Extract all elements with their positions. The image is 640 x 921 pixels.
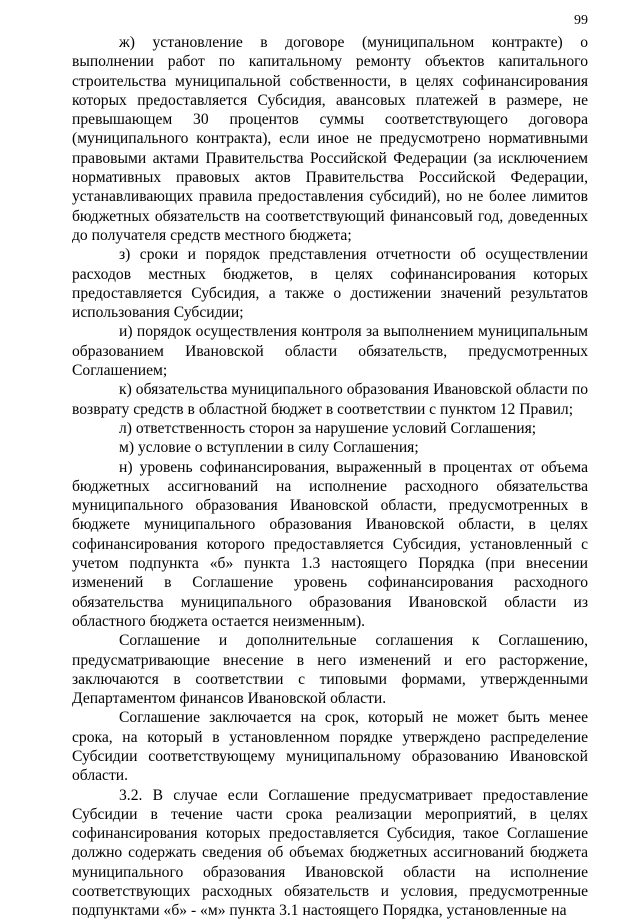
- paragraph-agreement-forms: Соглашение и дополнительные соглашения к Соглашению, предусматривающие внесение в него изменений и его расторжение, заключаются в соответствии с типовыми формами, утвержденными Департаментом финансов Ивановской области.: [72, 632, 588, 708]
- paragraph-agreement-term: Соглашение заключается на срок, который не может быть менее срока, на который в установленном порядке утверждено распределение Субсидии соответствующему муниципальному образованию Ивановской области.: [72, 709, 588, 785]
- paragraph-section-3-2: 3.2. В случае если Соглашение предусматривает предоставление Субсидии в течение части срока реализации мероприятий, в целях софинансирования которых предоставляется Субсидия, такое Соглашение должно содержать сведения об объемах бюджетных ассигнований бюджета муниципального образования Ивановской области на исполнение соответствующих расходных обязательств и условия, предусмотренные подпунктами «б» - «м» пункта 3.1 настоящего Порядка, установленные на: [72, 786, 588, 920]
- paragraph-m: м) условие о вступлении в силу Соглашения;: [119, 439, 419, 457]
- paragraph-zh: ж) установление в договоре (муниципальном контракте) о выполнении работ по капитальному ремонту объектов капитального строительства муниципальной собственности, в целях софинансирования которых предоставляется Субсидия, авансовых платежей в размере, не превышающем 30 процентов суммы соответствующего договора (муниципального контракта), если иное не предусмотрено нормативными правовыми актами Правительства Российской Федерации (за исключением нормативных правовых актов Правительства Российской Федерации, устанавливающих правила предоставления субсидий), но не более лимитов бюджетных обязательств на соответствующий финансовый год, доведенных до получателя средств местного бюджета;: [72, 34, 588, 244]
- paragraph-l: л) ответственность сторон за нарушение условий Соглашения;: [119, 419, 537, 437]
- paragraph-i: и) порядок осуществления контроля за выполнением муниципальным образованием Ивановской области обязательств, предусмотренных Соглашением;: [72, 323, 588, 380]
- paragraph-k: к) обязательства муниципального образования Ивановской области по возврату средств в областной бюджет в соответствии с пунктом 12 Правил;: [72, 381, 588, 418]
- paragraph-n: н) уровень софинансирования, выраженный в процентах от объема бюджетных ассигнований на исполнение расходного обязательства муниципального образования Ивановской области, предусмотренных в бюджете муниципального образования Ивановской области, в целях софинансирования которого предоставляется Субсидия, установленный с учетом подпункта «б» пункта 1.3 настоящего Порядка (при внесении изменений в Соглашение уровень софинансирования расходного обязательства муниципального образования Ивановской области из областного бюджета остается неизменным).: [72, 458, 588, 630]
- document-body: [72, 33, 588, 921]
- page-number: 99: [574, 13, 588, 28]
- paragraph-z: з) сроки и порядок представления отчетности об осуществлении расходов местных бюджетов, в целях софинансирования которых предоставляется Субсидия, а также о достижении значений результатов использования Субсидии;: [72, 246, 588, 322]
